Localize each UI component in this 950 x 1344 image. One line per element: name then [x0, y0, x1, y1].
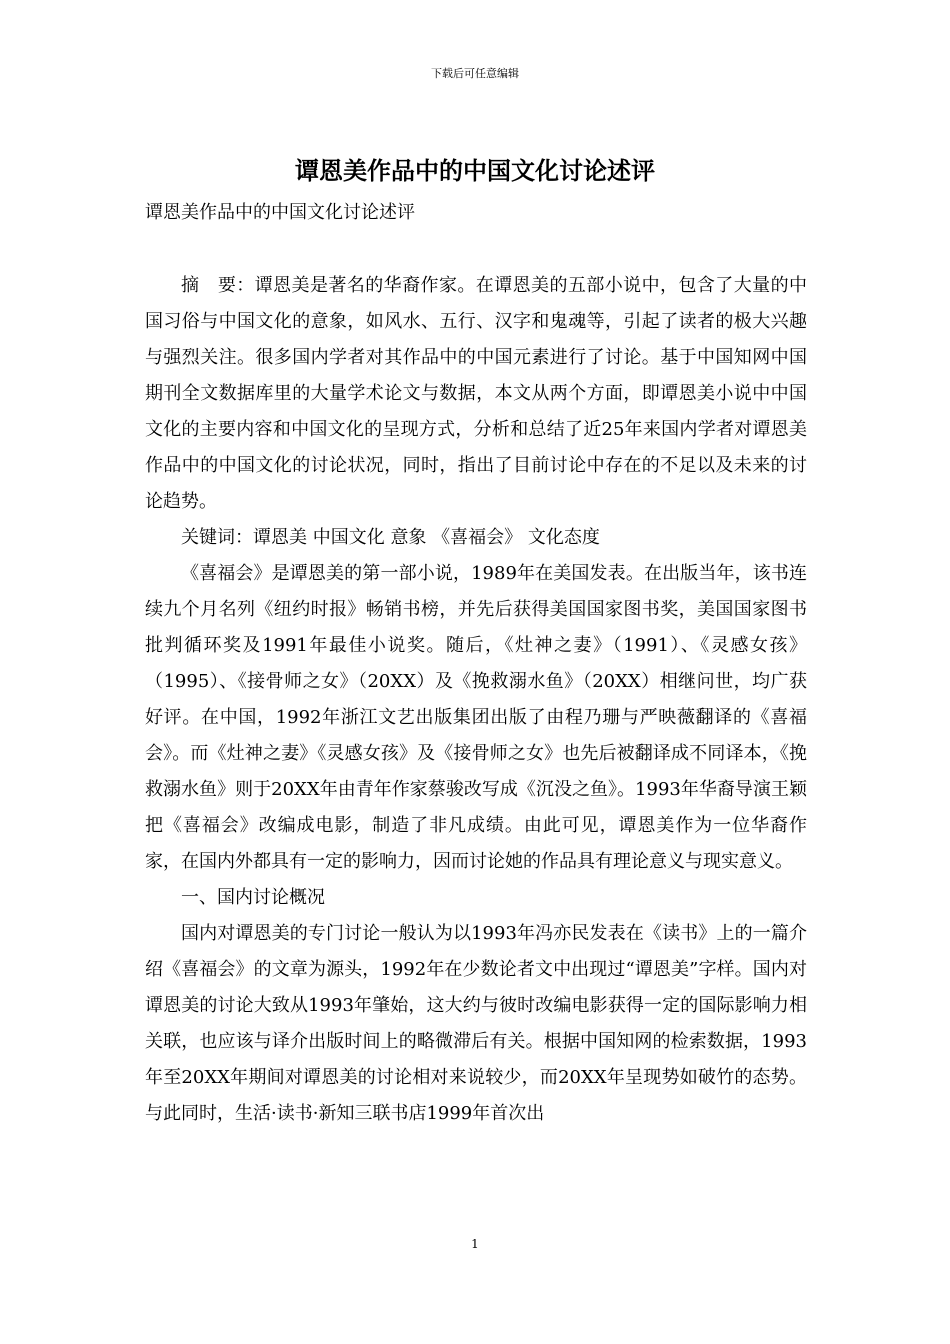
page-number: 1 [471, 1237, 479, 1251]
keywords-paragraph: 关键词：谭恩美 中国文化 意象 《喜福会》 文化态度 [181, 527, 600, 548]
abstract-paragraph: 摘 要：谭恩美是著名的华裔作家。在谭恩美的五部小说中，包含了大量的中国习俗与中国文化的意象，如风水、五行、汉字和鬼魂等，引起了读者的极大兴趣与强烈关注。很多国内学者对其作品中的中国元素进行了讨论。基于中国知网中国期刊全文数据库里的大量学术论文与数据，本文从两个方面，即谭恩美小说中中国文化的主要内容和中国文化的呈现方式，分析和总结了近25年来国内学者对谭恩美作品中的中国文化的讨论状况，同时，指出了目前讨论中存在的不足以及未来的讨论趋势。 [145, 275, 807, 512]
document-body [145, 268, 807, 1132]
document-subtitle: 谭恩美作品中的中国文化讨论述评 [145, 202, 415, 223]
intro-paragraph: 《喜福会》是谭恩美的第一部小说，1989年在美国发表。在出版当年，该书连续九个月名列《纽约时报》畅销书榜，并先后获得美国国家图书奖，美国国家图书批判循环奖及1991年最佳小说奖。随后，《灶神之妻》（1991）、《灵感女孩》（1995）、《接骨师之女》（20XX）及《挽救溺水鱼》（20XX）相继问世，均广获好评。在中国，1992年浙江文艺出版集团出版了由程乃珊与严映薇翻译的《喜福会》。而《灶神之妻》《灵感女孩》及《接骨师之女》也先后被翻译成不同译本，《挽救溺水鱼》则于20XX年由青年作家蔡骏改写成《沉没之鱼》。1993年华裔导演王颖把《喜福会》改编成电影，制造了非凡成绩。由此可见，谭恩美作为一位华裔作家，在国内外都具有一定的影响力，因而讨论她的作品具有理论意义与现实意义。 [145, 563, 807, 872]
document-title: 谭恩美作品中的中国文化讨论述评 [295, 156, 655, 185]
section-heading: 一、国内讨论概况 [181, 887, 325, 908]
header-note: 下载后可任意编辑 [431, 67, 519, 80]
section-paragraph: 国内对谭恩美的专门讨论一般认为以1993年冯亦民发表在《读书》上的一篇介绍《喜福会》的文章为源头，1992年在少数论者文中出现过“谭恩美”字样。国内对谭恩美的讨论大致从1993年肇始，这大约与彼时改编电影获得一定的国际影响力相关联，也应该与译介出版时间上的略微滞后有关。根据中国知网的检索数据，1993年至20XX年期间对谭恩美的讨论相对来说较少，而20XX年呈现势如破竹的态势。与此同时，生活·读书·新知三联书店1999年首次出 [145, 923, 807, 1124]
